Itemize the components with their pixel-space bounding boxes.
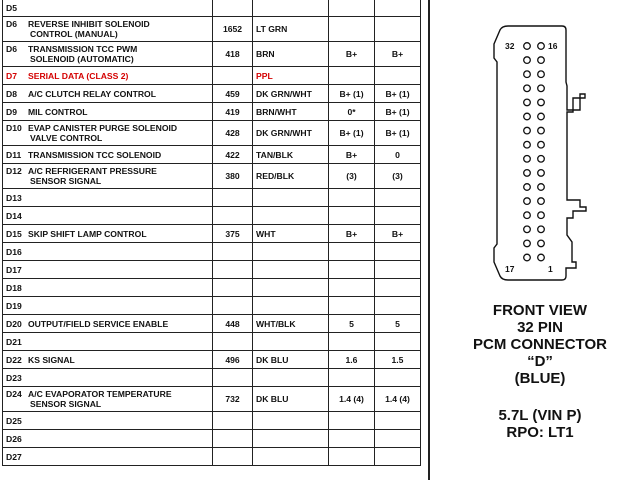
wire-color: WHT [253, 225, 329, 243]
pin-description-line: CONTROL (MANUAL) [30, 29, 118, 39]
pin-number: D18 [6, 282, 22, 293]
pin-hole [524, 113, 531, 120]
pin-number: D22 [6, 354, 22, 365]
caption-connector-letter: “D” [527, 353, 553, 370]
pin-hole [538, 184, 545, 191]
pin-hole [538, 127, 545, 134]
voltage-2: 1.4 (4) [375, 387, 421, 412]
pin-hole [538, 71, 545, 78]
pin-hole [524, 43, 531, 50]
pin-number: D13 [6, 192, 22, 203]
wire-color: WHT/BLK [253, 315, 329, 333]
pin-hole [538, 99, 545, 106]
pin-description-line: SENSOR SIGNAL [30, 176, 102, 186]
caption-front-view: FRONT VIEW [492, 302, 588, 319]
wire-color: PPL [253, 67, 329, 85]
pin-hole [524, 71, 531, 78]
wire-color: RED/BLK [253, 164, 329, 189]
circuit-number: 448 [213, 315, 253, 333]
pin-number: D5 [6, 2, 17, 13]
circuit-number: 459 [213, 85, 253, 103]
wire-color: DK BLU [253, 351, 329, 369]
pin-number: D19 [6, 300, 22, 311]
circuit-number: 1652 [213, 17, 253, 42]
pin-number: D14 [6, 210, 22, 221]
pin-number: D6 [6, 44, 17, 54]
voltage-2: B+ (1) [375, 85, 421, 103]
pin-label-1: 1 [548, 264, 553, 274]
voltage-2: B+ (1) [375, 121, 421, 146]
pin-hole [538, 57, 545, 64]
pin-hole [524, 127, 531, 134]
pin-hole [524, 184, 531, 191]
pin-label-17: 17 [505, 264, 515, 274]
pin-number: D8 [6, 88, 17, 99]
pin-hole [524, 57, 531, 64]
pin-hole [538, 170, 545, 177]
pin-number: D9 [6, 106, 17, 117]
circuit-number: 496 [213, 351, 253, 369]
pin-hole [524, 212, 531, 219]
voltage-1: 1.6 [329, 351, 375, 369]
pin-description-line: A/C REFRIGERANT PRESSURE [28, 166, 157, 176]
pin-hole [524, 99, 531, 106]
pin-description-line: MIL CONTROL [28, 106, 88, 117]
caption-connector-color: (BLUE) [514, 370, 566, 387]
caption-rpo: RPO: LT1 [506, 424, 574, 441]
pin-number: D20 [6, 318, 22, 329]
caption-engine: 5.7L (VIN P) [498, 407, 582, 424]
pin-description-line: REVERSE INHIBIT SOLENOID [28, 19, 150, 29]
pin-number: D6 [6, 19, 17, 29]
voltage-2: (3) [375, 164, 421, 189]
engine-caption [440, 407, 640, 441]
pin-hole [524, 226, 531, 233]
pin-label-16: 16 [548, 41, 558, 51]
connector-outline [494, 26, 586, 280]
pin-hole [538, 156, 545, 163]
pin-number: D12 [6, 166, 22, 176]
pin-number: D15 [6, 228, 22, 239]
pin-description-line: SKIP SHIFT LAMP CONTROL [28, 228, 147, 239]
circuit-number: 380 [213, 164, 253, 189]
voltage-1: B+ (1) [329, 85, 375, 103]
pin-hole [524, 85, 531, 92]
circuit-number: 375 [213, 225, 253, 243]
voltage-1: 5 [329, 315, 375, 333]
voltage-2: B+ (1) [375, 103, 421, 121]
pin-hole [538, 113, 545, 120]
pin-hole [538, 43, 545, 50]
pin-hole [538, 254, 545, 261]
pin-description-line: OUTPUT/FIELD SERVICE ENABLE [28, 318, 169, 329]
circuit-number: 418 [213, 42, 253, 67]
caption-connector-name: PCM CONNECTOR [473, 336, 607, 353]
pin-description-line: A/C CLUTCH RELAY CONTROL [28, 88, 156, 99]
pin-description-line: VALVE CONTROL [30, 133, 103, 143]
pin-hole [524, 198, 531, 205]
pin-number: D24 [6, 389, 22, 399]
pin-hole [538, 226, 545, 233]
pin-hole [524, 170, 531, 177]
pin-description-line: SENSOR SIGNAL [30, 399, 102, 409]
voltage-1: B+ [329, 225, 375, 243]
pin-holes [524, 43, 545, 261]
pin-hole [538, 240, 545, 247]
pin-number: D25 [6, 415, 22, 426]
pin-hole [524, 240, 531, 247]
wire-color: LT GRN [253, 17, 329, 42]
pin-description-line: SERIAL DATA (CLASS 2) [28, 70, 129, 81]
pin-hole [538, 198, 545, 205]
voltage-1: (3) [329, 164, 375, 189]
pin-number: D17 [6, 264, 22, 275]
wire-color: TAN/BLK [253, 146, 329, 164]
circuit-number: 422 [213, 146, 253, 164]
wire-color: BRN [253, 42, 329, 67]
circuit-number: 419 [213, 103, 253, 121]
voltage-1: 0* [329, 103, 375, 121]
pin-hole [538, 212, 545, 219]
connector-caption [440, 302, 640, 387]
pin-number: D10 [6, 123, 22, 133]
voltage-2: B+ [375, 225, 421, 243]
pin-description-line: A/C EVAPORATOR TEMPERATURE [28, 389, 172, 399]
voltage-1: B+ (1) [329, 121, 375, 146]
caption-pin-count: 32 PIN [517, 319, 563, 336]
voltage-2: 5 [375, 315, 421, 333]
pin-number: D16 [6, 246, 22, 257]
wire-color: DK GRN/WHT [253, 121, 329, 146]
wire-color: DK GRN/WHT [253, 85, 329, 103]
pin-number: D7 [6, 70, 17, 81]
pin-description-line: TRANSMISSION TCC PWM [28, 44, 138, 54]
pin-description-line: SOLENOID (AUTOMATIC) [30, 54, 134, 64]
pin-number: D26 [6, 433, 22, 444]
voltage-1: B+ [329, 42, 375, 67]
pin-label-32: 32 [505, 41, 515, 51]
circuit-number: 428 [213, 121, 253, 146]
voltage-1: B+ [329, 146, 375, 164]
voltage-2: B+ [375, 42, 421, 67]
pin-hole [524, 254, 531, 261]
pin-description-line: KS SIGNAL [28, 354, 75, 365]
pin-hole [538, 85, 545, 92]
wire-color: BRN/WHT [253, 103, 329, 121]
pin-hole [538, 141, 545, 148]
voltage-1: 1.4 (4) [329, 387, 375, 412]
pin-hole [524, 141, 531, 148]
voltage-2: 1.5 [375, 351, 421, 369]
pin-number: D23 [6, 372, 22, 383]
voltage-2: 0 [375, 146, 421, 164]
pin-number: D21 [6, 336, 22, 347]
pin-description-line: EVAP CANISTER PURGE SOLENOID [28, 123, 178, 133]
pin-hole [524, 156, 531, 163]
pin-description-line: TRANSMISSION TCC SOLENOID [28, 149, 162, 160]
pin-number: D11 [6, 149, 22, 160]
wire-color: DK BLU [253, 387, 329, 412]
pin-number: D27 [6, 451, 22, 462]
circuit-number: 732 [213, 387, 253, 412]
